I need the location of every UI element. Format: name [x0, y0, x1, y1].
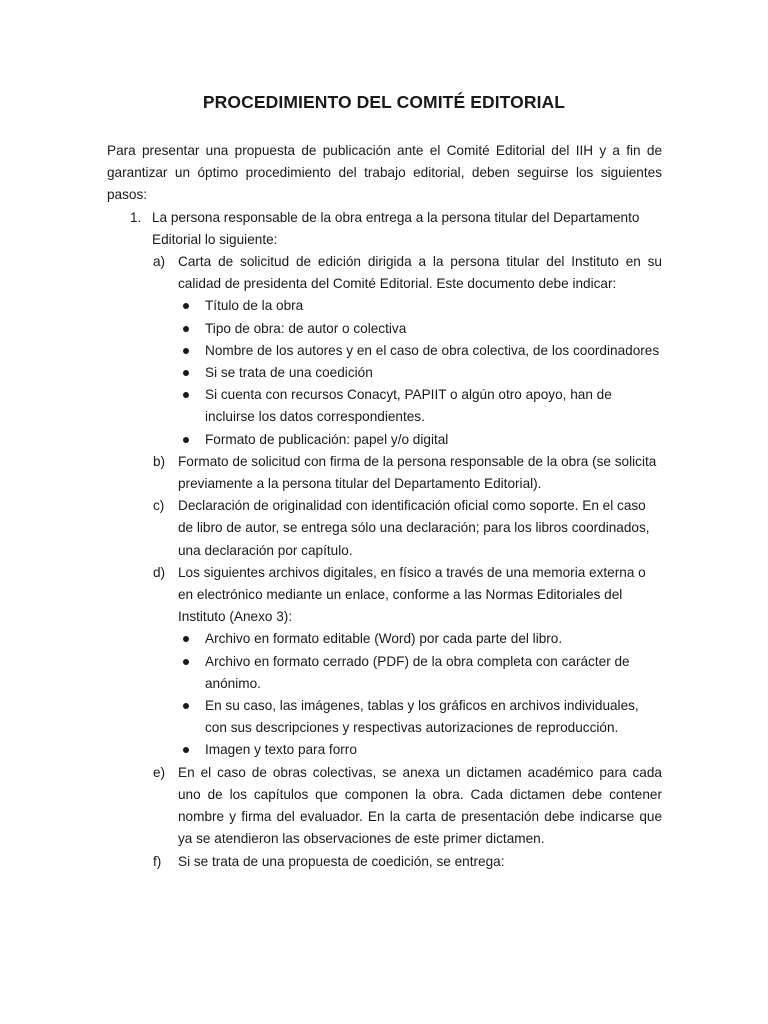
list-item — [178, 318, 662, 340]
substep-text: Los siguientes archivos digitales, en físico a través de una memoria externa o en electrónico mediante un enlace, conforme a las Normas Editoriales del Instituto (Anexo 3): — [178, 564, 646, 625]
bullet-icon — [183, 703, 189, 709]
bullet-text: Título de la obra — [205, 298, 304, 314]
bullet-text: Archivo en formato editable (Word) por cada parte del libro. — [205, 631, 563, 647]
bullet-text: Nombre de los autores y en el caso de obra colectiva, de los coordinadores — [205, 342, 660, 358]
bullet-text: Imagen y texto para forro — [205, 742, 357, 758]
substep-a — [152, 251, 662, 451]
intro-paragraph: Para presentar una propuesta de publicación ante el Comité Editorial del IIH y a fin de garantizar un óptimo procedimiento del trabajo editorial, deben seguirse los siguientes pasos: — [107, 143, 662, 203]
substep-d — [152, 562, 662, 762]
page-title: PROCEDIMIENTO DEL COMITÉ EDITORIAL — [202, 92, 566, 112]
list-item — [178, 295, 662, 317]
bullet-text: Si cuenta con recursos Conacyt, PAPIIT o algún otro apoyo, han de incluirse los datos correspondientes. — [205, 387, 612, 425]
bullet-text: Formato de publicación: papel y/o digital — [205, 431, 449, 447]
substep-text: Carta de solicitud de edición dirigida a la persona titular del Instituto en su calidad de presidenta del Comité Editorial. Este documento debe indicar: — [178, 254, 662, 292]
substep-f — [152, 851, 662, 873]
substep-e — [152, 762, 662, 851]
substep-text: En el caso de obras colectivas, se anexa un dictamen académico para cada uno de los capítulos que componen la obra. Cada dictamen debe contener nombre y firma del evaluador. En la carta de presentación debe indicarse que ya se atendieron las observaciones de este primer dictamen. — [178, 764, 662, 847]
substep-marker: e) — [153, 764, 166, 780]
list-item — [178, 651, 662, 695]
bullet-icon — [183, 303, 189, 309]
bullet-icon — [183, 348, 189, 354]
bullet-icon — [183, 392, 189, 398]
list-item — [178, 362, 662, 384]
substep-marker: f) — [153, 853, 162, 869]
bullet-list — [178, 295, 662, 450]
step-text: La persona responsable de la obra entrega a la persona titular del Departamento Editorial lo siguiente: — [152, 209, 640, 247]
bullet-icon — [183, 370, 189, 376]
bullet-list — [178, 628, 662, 761]
step-1 — [107, 207, 662, 873]
step-marker: 1. — [130, 209, 142, 225]
document-body — [107, 140, 662, 873]
bullet-text: En su caso, las imágenes, tablas y los gráficos en archivos individuales, con sus descripciones y respectivas autorizaciones de reproducción. — [205, 698, 639, 736]
bullet-text: Tipo de obra: de autor o colectiva — [205, 320, 407, 336]
substep-text: Si se trata de una propuesta de coedición, se entrega: — [178, 853, 505, 869]
substep-text: Declaración de originalidad con identificación oficial como soporte. En el caso de libro de autor, se entrega sólo una declaración; para los libros coordinados, una declaración por capítulo. — [178, 498, 650, 558]
list-item — [178, 340, 662, 362]
bullet-icon — [183, 659, 189, 665]
list-item — [178, 384, 662, 428]
substep-text: Formato de solicitud con firma de la persona responsable de la obra (se solicita previamente a la persona titular del Departamento Editorial). — [178, 453, 657, 492]
list-item — [178, 739, 662, 761]
bullet-icon — [183, 326, 189, 332]
substep-marker: d) — [153, 564, 166, 580]
substep-marker: a) — [153, 254, 166, 270]
bullet-icon — [183, 747, 189, 753]
substeps-list — [152, 251, 662, 873]
bullet-icon — [183, 437, 189, 443]
bullet-icon — [183, 636, 189, 642]
list-item — [178, 695, 662, 739]
substep-marker: c) — [153, 498, 165, 514]
list-item — [178, 628, 662, 650]
substep-c — [152, 495, 662, 562]
substep-b — [152, 451, 662, 495]
bullet-text: Si se trata de una coedición — [205, 365, 373, 381]
steps-list — [107, 207, 662, 873]
substep-marker: b) — [153, 453, 166, 469]
list-item — [178, 429, 662, 451]
bullet-text: Archivo en formato cerrado (PDF) de la obra completa con carácter de anónimo. — [205, 653, 630, 691]
